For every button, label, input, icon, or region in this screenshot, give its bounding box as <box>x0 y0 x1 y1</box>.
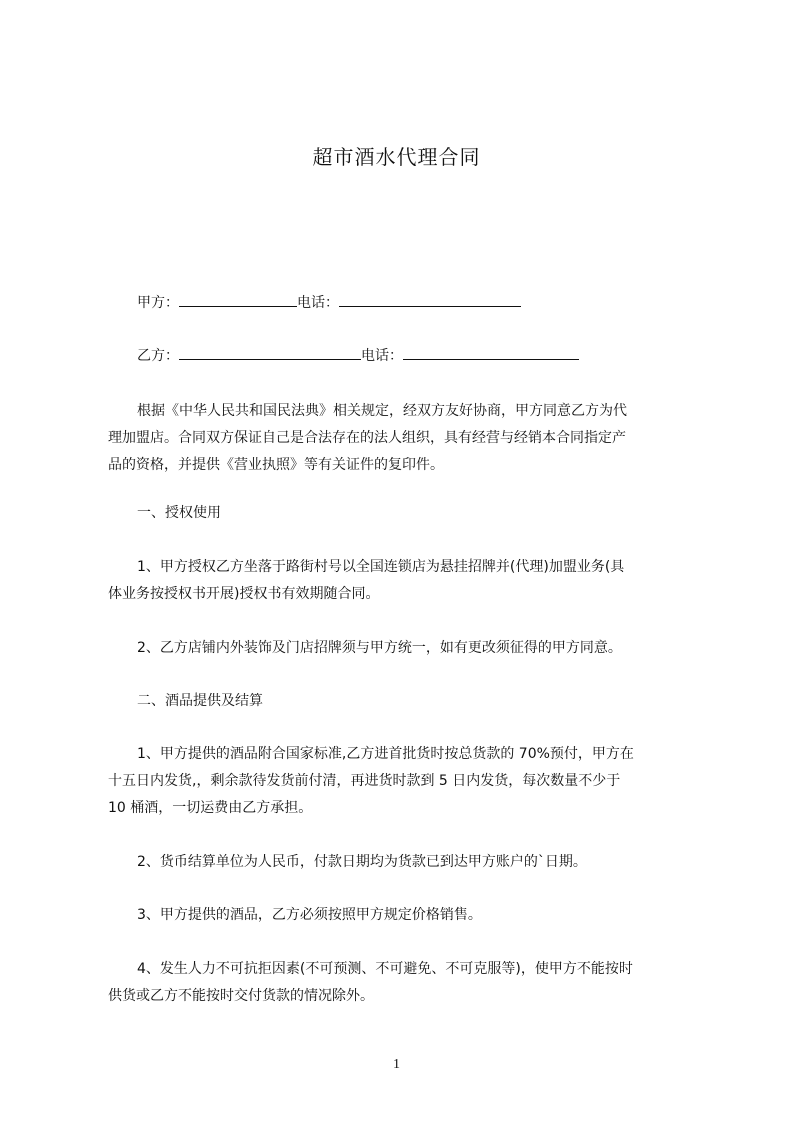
party-a-phone-label: 电话： <box>297 295 339 311</box>
party-b-name-field[interactable] <box>179 345 361 360</box>
section-2-item-1-line-1: 1、甲方提供的酒品附合国家标准,乙方进首批货时按总货款的 70%预付，甲方在 <box>137 746 634 762</box>
document-title: 超市酒水代理合同 <box>312 145 481 169</box>
party-a-phone-field[interactable] <box>339 292 521 307</box>
section-2-heading: 二、酒品提供及结算 <box>137 693 263 709</box>
section-1-item-2: 2、乙方店铺内外装饰及门店招牌须与甲方统一，如有更改须征得的甲方同意。 <box>137 640 622 656</box>
intro-line-1: 根据《中华人民共和国民法典》相关规定，经双方友好协商，甲方同意乙方为代 <box>137 403 627 419</box>
section-2-item-4-line-1: 4、发生人力不可抗拒因素(不可预测、不可避免、不可克服等)，使甲方不能按时 <box>137 961 633 977</box>
party-a-label: 甲方： <box>137 295 179 311</box>
section-1-heading: 一、授权使用 <box>137 505 221 521</box>
intro-line-2: 理加盟店。合同双方保证自己是合法存在的法人组织，具有经营与经销本合同指定产 <box>108 430 626 446</box>
section-2-item-2: 2、货币结算单位为人民币，付款日期均为货款已到达甲方账户的`日期。 <box>137 854 587 870</box>
section-2-item-1-line-2: 十五日内发货,，剩余款待发货前付清，再进货时款到 5 日内发货，每次数量不少于 <box>108 773 621 789</box>
page-number: 1 <box>393 1057 400 1072</box>
section-1-item-1-line-2: 体业务按授权书开展)授权书有效期随合同。 <box>108 586 380 602</box>
party-a-name-field[interactable] <box>179 292 297 307</box>
party-b-label: 乙方： <box>137 348 179 364</box>
section-2-item-1-line-3: 10 桶酒，一切运费由乙方承担。 <box>108 800 313 816</box>
party-b-phone-field[interactable] <box>403 345 579 360</box>
party-b-phone-label: 电话： <box>361 348 403 364</box>
intro-line-3: 品的资格，并提供《营业执照》等有关证件的复印件。 <box>108 457 444 473</box>
party-a-line <box>137 292 521 313</box>
section-2-item-3: 3、甲方提供的酒品，乙方必须按照甲方规定价格销售。 <box>137 907 482 923</box>
party-b-line <box>137 345 579 366</box>
section-2-item-4-line-2: 供货或乙方不能按时交付货款的情况除外。 <box>108 988 374 1004</box>
section-1-item-1-line-1: 1、甲方授权乙方坐落于路街村号以全国连锁店为悬挂招牌并(代理)加盟业务(具 <box>137 559 625 575</box>
